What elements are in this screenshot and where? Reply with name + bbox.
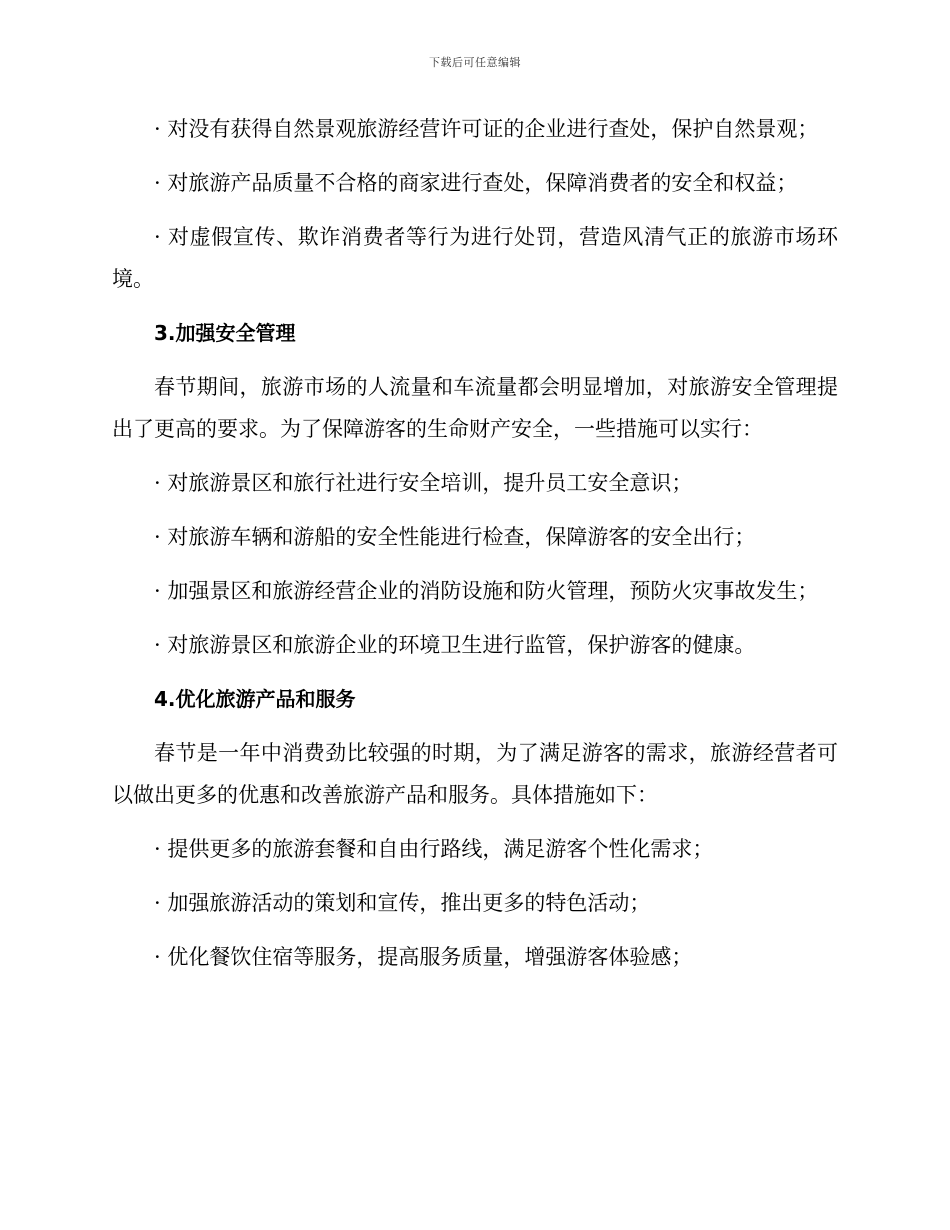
bullet-item: · 加强旅游活动的策划和宣传，推出更多的特色活动； xyxy=(154,891,651,915)
bullet-item: · 提供更多的旅游套餐和自由行路线，满足游客个性化需求； xyxy=(154,837,714,861)
bullet-item: · 对旅游车辆和游船的安全性能进行检查，保障游客的安全出行； xyxy=(154,525,756,549)
bullet-item: · 优化餐饮住宿等服务，提高服务质量，增强游客体验感； xyxy=(154,945,693,969)
bullet-item: · 对旅游景区和旅游企业的环境卫生进行监管，保护游客的健康。 xyxy=(154,633,756,657)
paragraph: 春节期间，旅游市场的人流量和车流量都会明显增加，对旅游安全管理提出了更高的要求。为了保障游客的生命财产安全，一些措施可以实行： xyxy=(112,375,838,441)
bullet-item: · 加强景区和旅游经营企业的消防设施和防火管理，预防火灾事故发生； xyxy=(154,579,819,603)
bullet-item: · 对旅游景区和旅行社进行安全培训，提升员工安全意识； xyxy=(154,471,693,495)
document-body xyxy=(112,108,838,990)
bullet-item: · 对没有获得自然景观旅游经营许可证的企业进行查处，保护自然景观； xyxy=(154,117,819,141)
page-header: 下载后可任意编辑 xyxy=(429,56,521,69)
paragraph: 春节是一年中消费劲比较强的时期，为了满足游客的需求，旅游经营者可以做出更多的优惠和改善旅游产品和服务。具体措施如下： xyxy=(112,741,838,807)
section-heading: 3.加强安全管理 xyxy=(154,321,296,345)
bullet-item: · 对虚假宣传、欺诈消费者等行为进行处罚，营造风清气正的旅游市场环境。 xyxy=(112,225,838,291)
section-heading: 4.优化旅游产品和服务 xyxy=(154,687,356,711)
bullet-item: · 对旅游产品质量不合格的商家进行查处，保障消费者的安全和权益； xyxy=(154,171,798,195)
